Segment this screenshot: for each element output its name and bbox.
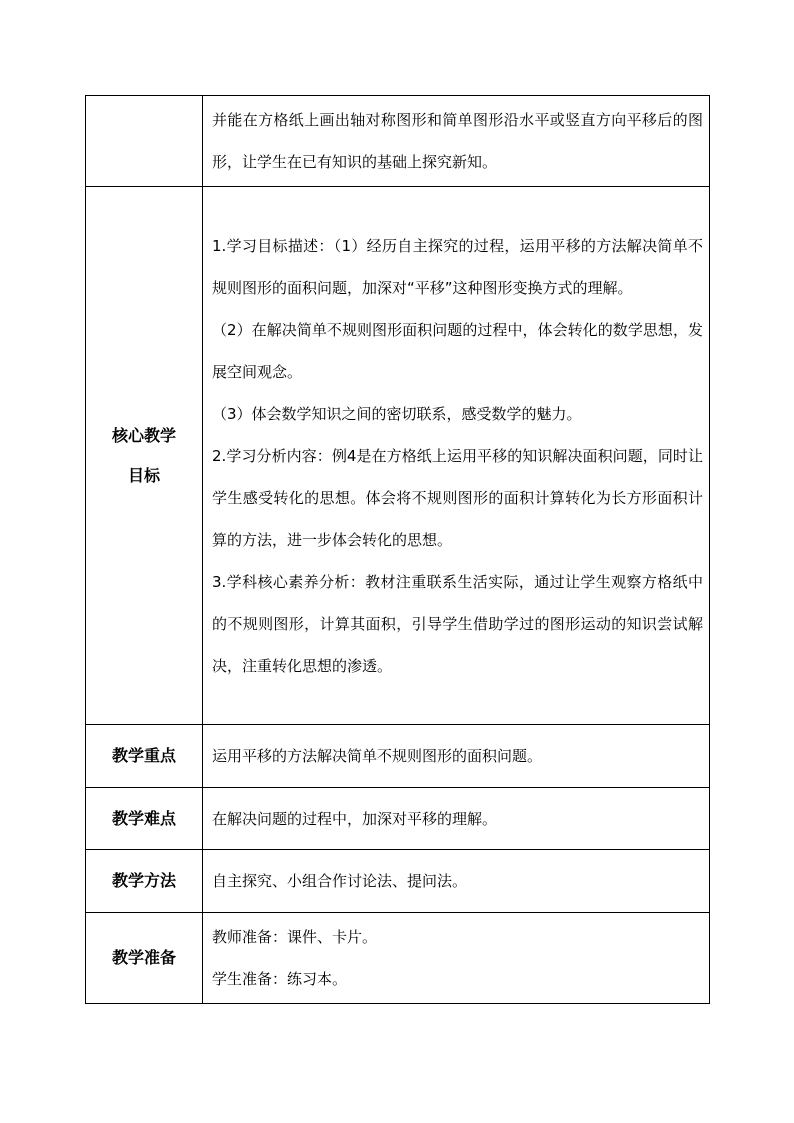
- continuation-text: 并能在方格纸上画出轴对称图形和简单图形沿水平或竖直方向平移后的图形，让学生在已有知识的基础上探究新知。: [212, 111, 703, 171]
- continuation-text-cell: [203, 96, 710, 187]
- row-preparation: [86, 913, 710, 1004]
- core-goals-content: [203, 187, 710, 725]
- row-key-point: [86, 725, 710, 788]
- row-difficult-point: [86, 788, 710, 850]
- difficult-point-text: 在解决问题的过程中，加深对平移的理解。: [203, 788, 710, 850]
- teaching-method-text: 自主探究、小组合作讨论法、提问法。: [203, 850, 710, 913]
- teacher-preparation: 教师准备：课件、卡片。: [212, 928, 378, 946]
- lesson-plan-table: [85, 95, 710, 1004]
- goal-item-3: （3）体会数学知识之间的密切联系，感受数学的魅力。: [212, 404, 582, 423]
- key-point-label: 教学重点: [86, 725, 203, 788]
- core-goals-label-line1: 核心教学: [111, 425, 176, 445]
- difficult-point-label: 教学难点: [86, 788, 203, 850]
- row-continuation: [86, 96, 710, 187]
- goal-description: 1.学习目标描述：（1）经历自主探究的过程，运用平移的方法解决简单不规则图形的面积问题，加深对“平移”这种图形变换方式的理解。: [212, 236, 703, 297]
- row-core-goals: [86, 187, 710, 725]
- student-preparation: 学生准备：练习本。: [212, 970, 348, 988]
- preparation-content: [203, 913, 710, 1004]
- core-goals-label: [86, 187, 203, 725]
- preparation-label: 教学准备: [86, 913, 203, 1004]
- key-point-text: 运用平移的方法解决简单不规则图形的面积问题。: [203, 725, 710, 788]
- teaching-method-label: 教学方法: [86, 850, 203, 913]
- row-teaching-method: [86, 850, 710, 913]
- core-goals-label-line2: 目标: [127, 465, 160, 485]
- row-label-empty: [86, 96, 203, 187]
- literacy-analysis: 3.学科核心素养分析：教材注重联系生活实际，通过让学生观察方格纸中的不规则图形，计算其面积，引导学生借助学过的图形运动的知识尝试解决，注重转化思想的渗透。: [212, 572, 703, 675]
- goal-item-2: （2）在解决简单不规则图形面积问题的过程中，体会转化的数学思想，发展空间观念。: [212, 320, 703, 381]
- content-analysis: 2.学习分析内容：例4是在方格纸上运用平移的知识解决面积问题，同时让学生感受转化的思想。体会将不规则图形的面积计算转化为长方形面积计算的方法，进一步体会转化的思想。: [212, 446, 703, 549]
